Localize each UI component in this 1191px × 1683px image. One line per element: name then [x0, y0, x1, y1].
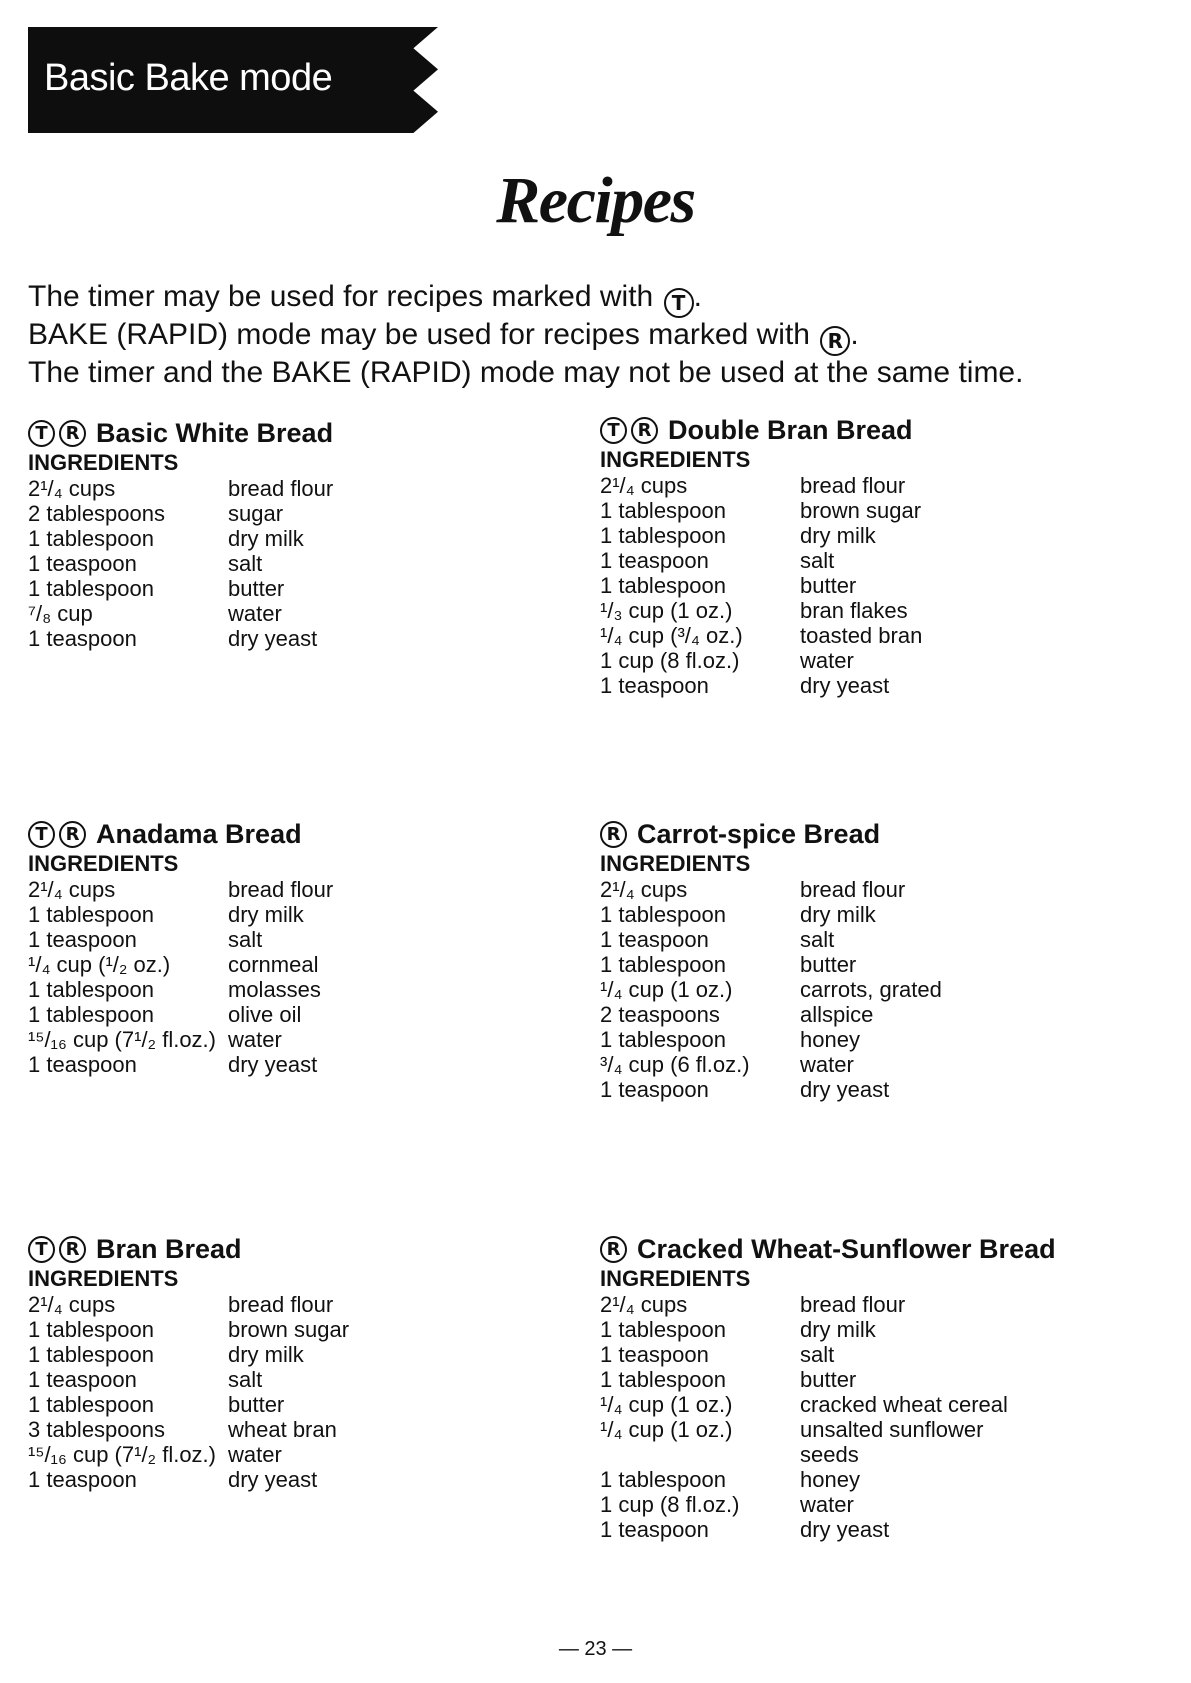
ingredient-quantity: 2¹/₄ cups: [28, 476, 116, 501]
ingredient-row: [28, 501, 568, 526]
ingredient-row: [600, 1492, 1140, 1517]
ingredient-quantity: 1 teaspoon: [28, 927, 137, 952]
ingredient-row: [28, 1342, 568, 1367]
intro-text: BAKE (RAPID) mode may be used for recipes marked with: [28, 318, 819, 351]
ingredient-name: water: [800, 1052, 854, 1077]
ingredient-name: salt: [800, 927, 835, 952]
ingredient-quantity: 1 tablespoon: [28, 902, 154, 927]
ingredient-quantity: ¹/₄ cup (¹/₂ oz.): [28, 952, 171, 977]
ingredient-quantity: ¹/₄ cup (1 oz.): [600, 977, 733, 1002]
ingredient-name: bread flour: [228, 1292, 334, 1317]
ingredient-row: [28, 877, 568, 902]
ingredient-name: carrots, grated: [800, 977, 942, 1002]
ingredient-row: [600, 1342, 1140, 1367]
ingredient-row: [600, 673, 1140, 698]
ingredient-quantity: 2¹/₄ cups: [600, 877, 688, 902]
timer-mark-icon: T: [28, 1236, 55, 1263]
ingredient-quantity: ⁷/₈ cup: [28, 601, 93, 626]
recipe-heading: [600, 1232, 1140, 1266]
ingredient-row: [600, 927, 1140, 952]
ingredient-quantity: 1 teaspoon: [28, 1367, 137, 1392]
ingredient-row: [28, 476, 568, 501]
ingredient-row: [600, 598, 1140, 623]
ingredient-quantity: [600, 1442, 800, 1467]
ingredient-quantity: 1 teaspoon: [600, 1342, 709, 1367]
rapid-mark-icon: R: [59, 1236, 86, 1263]
ingredient-name: molasses: [228, 977, 321, 1002]
ingredient-quantity: ¹/₄ cup (³/₄ oz.): [600, 623, 743, 648]
ingredient-name: water: [228, 1027, 282, 1052]
ingredient-row: [28, 1442, 568, 1467]
ingredient-row: [28, 952, 568, 977]
intro-line: [28, 280, 1023, 318]
ingredient-quantity: 1 teaspoon: [600, 1077, 709, 1102]
ingredient-name: butter: [800, 952, 857, 977]
recipe-card: [600, 1232, 1140, 1542]
ingredient-name: bread flour: [800, 473, 906, 498]
ingredient-quantity: 1 tablespoon: [600, 523, 726, 548]
ingredient-row: [600, 877, 1140, 902]
ingredient-name: butter: [800, 1367, 857, 1392]
ingredient-row: [600, 1417, 1140, 1442]
intro-notes: [28, 280, 1023, 390]
ingredient-name: salt: [228, 927, 263, 952]
ingredient-name: dry yeast: [800, 673, 890, 698]
ingredient-row: [600, 548, 1140, 573]
ingredient-name: bread flour: [800, 877, 906, 902]
ingredient-quantity: 1 tablespoon: [28, 1392, 154, 1417]
ingredient-name: salt: [228, 1367, 263, 1392]
ingredient-quantity: 1 tablespoon: [28, 576, 154, 601]
ingredient-name: bread flour: [228, 476, 334, 501]
ingredient-row: [28, 1467, 568, 1492]
ingredients-label: INGREDIENTS: [28, 1266, 179, 1291]
rapid-mark-icon: R: [631, 417, 658, 444]
ingredient-name: brown sugar: [228, 1317, 350, 1342]
ingredient-row: [28, 1317, 568, 1342]
ingredient-row: [28, 1417, 568, 1442]
ingredient-row: [28, 1052, 568, 1077]
rapid-mark-icon: R: [59, 420, 86, 447]
ingredient-name: dry milk: [228, 526, 304, 551]
rapid-mark-icon: R: [600, 1236, 627, 1263]
ingredient-name: dry milk: [228, 1342, 304, 1367]
ingredients-label: INGREDIENTS: [28, 851, 179, 876]
ingredient-quantity: 1 tablespoon: [28, 526, 154, 551]
recipe-name: Carrot-spice Bread: [637, 818, 881, 849]
ingredients-label: INGREDIENTS: [600, 851, 751, 876]
ingredient-name: bread flour: [800, 1292, 906, 1317]
ingredient-row: [600, 1027, 1140, 1052]
ingredient-name: honey: [800, 1467, 860, 1492]
ingredient-name: salt: [800, 1342, 835, 1367]
ingredient-name: dry yeast: [228, 626, 318, 651]
ingredient-name: water: [228, 601, 282, 626]
ingredient-quantity: 1 teaspoon: [28, 551, 137, 576]
ingredient-row: [600, 902, 1140, 927]
ingredient-row: [600, 1367, 1140, 1392]
ingredient-row: [28, 1002, 568, 1027]
ingredient-name: water: [800, 1492, 854, 1517]
recipe-card: [600, 413, 1140, 698]
ingredient-name: salt: [800, 548, 835, 573]
ingredient-quantity: ¹/₄ cup (1 oz.): [600, 1417, 733, 1442]
ingredients-label: INGREDIENTS: [600, 447, 751, 472]
ingredients-label: INGREDIENTS: [600, 1266, 751, 1291]
ingredient-name: olive oil: [228, 1002, 302, 1027]
ingredient-quantity: 2¹/₄ cups: [28, 877, 116, 902]
ingredient-row: [600, 1392, 1140, 1417]
ingredient-name: butter: [228, 576, 285, 601]
recipe-heading: [28, 416, 568, 450]
page-number: — 23 —: [558, 1638, 633, 1660]
ingredient-row: [600, 1077, 1140, 1102]
recipe-name: Double Bran Bread: [668, 414, 913, 445]
ingredient-quantity: 2 tablespoons: [28, 501, 165, 526]
ingredient-quantity: 2¹/₄ cups: [600, 473, 688, 498]
ingredient-quantity: 3 tablespoons: [28, 1417, 165, 1442]
ingredient-name: dry milk: [800, 902, 876, 927]
ingredient-row: [28, 576, 568, 601]
ingredient-row: [600, 1052, 1140, 1077]
ingredient-row: [28, 626, 568, 651]
rapid-mark-icon: R: [820, 326, 850, 356]
intro-text: The timer may be used for recipes marked with: [28, 280, 662, 313]
ingredient-row: [28, 1367, 568, 1392]
ingredient-row: [600, 648, 1140, 673]
ingredient-row: [600, 1002, 1140, 1027]
ingredient-name: unsalted sunflower: [800, 1417, 984, 1442]
ingredient-name: brown sugar: [800, 498, 922, 523]
ingredient-quantity: 1 tablespoon: [28, 1342, 154, 1367]
ingredient-name: wheat bran: [228, 1417, 337, 1442]
ingredient-quantity: 1 teaspoon: [28, 1467, 137, 1492]
ingredient-row: [600, 498, 1140, 523]
recipe-card: [28, 817, 568, 1077]
recipe-card: [28, 416, 568, 651]
ingredient-row: [28, 601, 568, 626]
ingredient-name: cracked wheat cereal: [800, 1392, 1008, 1417]
ingredient-name: salt: [228, 551, 263, 576]
ingredient-row: [28, 977, 568, 1002]
ingredient-name: cornmeal: [228, 952, 319, 977]
ingredient-row: [600, 1442, 1140, 1467]
ingredient-row: [600, 1517, 1140, 1542]
ingredient-name: dry yeast: [800, 1077, 890, 1102]
ingredient-name: dry milk: [800, 1317, 876, 1342]
ingredient-quantity: 1 tablespoon: [28, 977, 154, 1002]
ingredient-name: water: [228, 1442, 282, 1467]
ingredient-name: dry yeast: [800, 1517, 890, 1542]
ingredient-name: sugar: [228, 501, 284, 526]
ingredient-name: butter: [228, 1392, 285, 1417]
page-title: Recipes: [496, 164, 695, 237]
ingredient-row: [600, 573, 1140, 598]
recipe-name: Anadama Bread: [96, 818, 302, 849]
ingredient-quantity: 1 teaspoon: [28, 626, 137, 651]
ingredient-quantity: 1 teaspoon: [600, 673, 709, 698]
ingredient-quantity: ³/₄ cup (6 fl.oz.): [600, 1052, 750, 1077]
ingredient-name: bran flakes: [800, 598, 908, 623]
ingredient-row: [600, 1467, 1140, 1492]
ingredient-name: honey: [800, 1027, 860, 1052]
ingredient-row: [28, 1292, 568, 1317]
ingredient-name: toasted bran: [800, 623, 923, 648]
ingredient-name: dry milk: [800, 523, 876, 548]
ingredient-row: [28, 551, 568, 576]
ingredient-quantity: 1 tablespoon: [28, 1002, 154, 1027]
ingredient-name: water: [800, 648, 854, 673]
ingredient-quantity: 1 tablespoon: [600, 498, 726, 523]
ingredient-quantity: 1 teaspoon: [600, 548, 709, 573]
intro-text: .: [850, 318, 859, 351]
ingredient-row: [600, 1292, 1140, 1317]
ingredient-name: bread flour: [228, 877, 334, 902]
timer-mark-icon: T: [664, 288, 694, 318]
recipe-heading: [28, 1232, 568, 1266]
ingredient-quantity: ¹/₄ cup (1 oz.): [600, 1392, 733, 1417]
recipe-card: [28, 1232, 568, 1492]
timer-mark-icon: T: [600, 417, 627, 444]
recipe-heading: [600, 817, 1140, 851]
ingredient-row: [28, 526, 568, 551]
rapid-mark-icon: R: [59, 821, 86, 848]
intro-text: The timer and the BAKE (RAPID) mode may not be used at the same time.: [28, 356, 1024, 389]
ingredient-row: [28, 1392, 568, 1417]
recipe-name: Cracked Wheat-Sunflower Bread: [637, 1233, 1056, 1264]
intro-line: [28, 318, 1023, 356]
ingredient-quantity: ¹⁵/₁₆ cup (7¹/₂ fl.oz.): [28, 1442, 216, 1467]
ingredient-row: [600, 473, 1140, 498]
ingredient-quantity: 1 teaspoon: [600, 927, 709, 952]
intro-line: [28, 356, 1023, 390]
section-title: Basic Bake mode: [44, 57, 333, 99]
ingredient-quantity: 2 teaspoons: [600, 1002, 720, 1027]
timer-mark-icon: T: [28, 821, 55, 848]
ingredient-row: [28, 1027, 568, 1052]
ingredient-row: [600, 523, 1140, 548]
ingredient-row: [28, 927, 568, 952]
ingredient-quantity: 2¹/₄ cups: [28, 1292, 116, 1317]
ingredient-name: dry milk: [228, 902, 304, 927]
ingredient-quantity: 1 teaspoon: [600, 1517, 709, 1542]
recipe-card: [600, 817, 1140, 1102]
ingredient-row: [600, 977, 1140, 1002]
timer-mark-icon: T: [28, 420, 55, 447]
ingredient-row: [600, 1317, 1140, 1342]
ingredient-quantity: 1 cup (8 fl.oz.): [600, 648, 740, 673]
ingredient-row: [600, 623, 1140, 648]
rapid-mark-icon: R: [600, 821, 627, 848]
ingredient-quantity: 1 tablespoon: [600, 1317, 726, 1342]
ingredients-label: INGREDIENTS: [28, 450, 179, 475]
ingredient-row: [600, 952, 1140, 977]
ingredient-quantity: 1 tablespoon: [600, 952, 726, 977]
ingredient-name: dry yeast: [228, 1467, 318, 1492]
ingredient-name: dry yeast: [228, 1052, 318, 1077]
ingredient-name: allspice: [800, 1002, 874, 1027]
ingredient-quantity: 1 teaspoon: [28, 1052, 137, 1077]
recipe-name: Basic White Bread: [96, 417, 334, 448]
ingredient-quantity: 2¹/₄ cups: [600, 1292, 688, 1317]
ingredient-quantity: 1 tablespoon: [600, 1027, 726, 1052]
ingredient-quantity: 1 tablespoon: [28, 1317, 154, 1342]
ingredient-quantity: ¹/₃ cup (1 oz.): [600, 598, 733, 623]
ingredient-quantity: ¹⁵/₁₆ cup (7¹/₂ fl.oz.): [28, 1027, 216, 1052]
intro-text: .: [693, 280, 702, 313]
recipe-name: Bran Bread: [96, 1233, 242, 1264]
ingredient-name: seeds: [800, 1442, 859, 1467]
recipe-heading: [600, 413, 1140, 447]
ingredient-quantity: 1 tablespoon: [600, 902, 726, 927]
recipe-heading: [28, 817, 568, 851]
ingredient-name: butter: [800, 573, 857, 598]
ingredient-quantity: 1 cup (8 fl.oz.): [600, 1492, 740, 1517]
ingredient-row: [28, 902, 568, 927]
ingredient-quantity: 1 tablespoon: [600, 573, 726, 598]
ingredient-quantity: 1 tablespoon: [600, 1367, 726, 1392]
ingredient-quantity: 1 tablespoon: [600, 1467, 726, 1492]
